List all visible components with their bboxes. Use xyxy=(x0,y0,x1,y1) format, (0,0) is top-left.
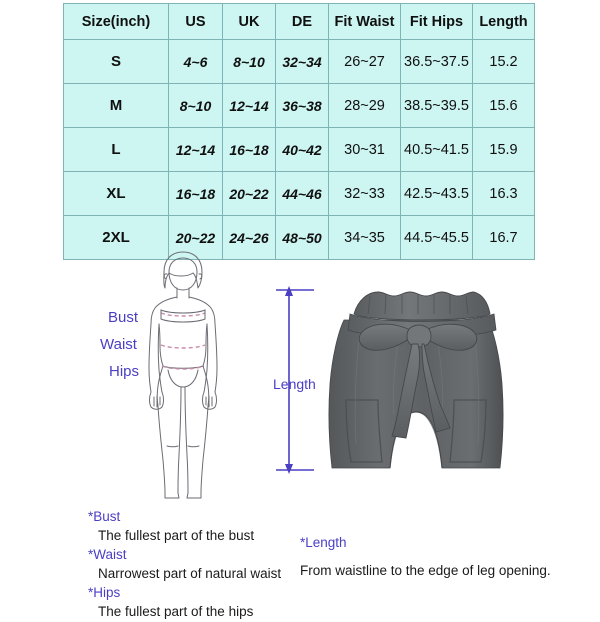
table-row xyxy=(64,40,535,84)
female-body-figure-icon xyxy=(123,250,243,500)
cell-length: 15.6 xyxy=(473,84,535,128)
cell-uk: 12~14 xyxy=(223,84,276,128)
column-header-fit-waist: Fit Waist xyxy=(329,4,401,40)
body-figure-panel xyxy=(95,250,260,500)
cell-de: 48~50 xyxy=(276,216,329,260)
cell-size: 2XL xyxy=(64,216,169,260)
cell-length: 16.7 xyxy=(473,216,535,260)
size-chart-table xyxy=(63,3,535,260)
table-row xyxy=(64,128,535,172)
cell-fit-hips: 44.5~45.5 xyxy=(401,216,473,260)
cell-fit-hips: 36.5~37.5 xyxy=(401,40,473,84)
cell-fit-waist: 26~27 xyxy=(329,40,401,84)
cell-de: 36~38 xyxy=(276,84,329,128)
cell-de: 32~34 xyxy=(276,40,329,84)
cell-uk: 16~18 xyxy=(223,128,276,172)
waist-measure-line xyxy=(161,345,205,348)
paperbag-shorts-image xyxy=(298,272,548,494)
figure-label-bust: Bust xyxy=(108,309,139,326)
cell-us: 12~14 xyxy=(169,128,223,172)
note-head-length: *Length xyxy=(300,535,347,550)
cell-size: S xyxy=(64,40,169,84)
cell-uk: 20~22 xyxy=(223,172,276,216)
cell-de: 44~46 xyxy=(276,172,329,216)
cell-fit-waist: 28~29 xyxy=(329,84,401,128)
measurement-notes-right xyxy=(300,534,590,581)
figure-label-hips: Hips xyxy=(109,363,140,380)
note-body-bust: The fullest part of the bust xyxy=(98,528,255,543)
note-head-bust: *Bust xyxy=(88,509,121,524)
cell-uk: 24~26 xyxy=(223,216,276,260)
cell-us: 4~6 xyxy=(169,40,223,84)
note-head-hips: *Hips xyxy=(88,585,121,600)
cell-size: L xyxy=(64,128,169,172)
table-row xyxy=(64,172,535,216)
note-body-hips: The fullest part of the hips xyxy=(98,604,254,619)
cell-fit-waist: 34~35 xyxy=(329,216,401,260)
cell-uk: 8~10 xyxy=(223,40,276,84)
column-header-de: DE xyxy=(276,4,329,40)
measurement-notes-left xyxy=(88,508,318,622)
table-row xyxy=(64,84,535,128)
column-header-size: Size(inch) xyxy=(64,4,169,40)
column-header-uk: UK xyxy=(223,4,276,40)
note-head-waist: *Waist xyxy=(88,547,127,562)
cell-de: 40~42 xyxy=(276,128,329,172)
cell-fit-hips: 40.5~41.5 xyxy=(401,128,473,172)
shorts-product-panel xyxy=(272,268,522,490)
cell-length: 15.9 xyxy=(473,128,535,172)
note-body-length: From waistline to the edge of leg opening. xyxy=(300,563,551,578)
cell-length: 16.3 xyxy=(473,172,535,216)
cell-fit-hips: 38.5~39.5 xyxy=(401,84,473,128)
cell-us: 16~18 xyxy=(169,172,223,216)
cell-fit-waist: 32~33 xyxy=(329,172,401,216)
cell-fit-hips: 42.5~43.5 xyxy=(401,172,473,216)
length-label: Length xyxy=(273,376,316,392)
cell-size: XL xyxy=(64,172,169,216)
cell-fit-waist: 30~31 xyxy=(329,128,401,172)
table-header-row xyxy=(64,4,535,40)
cell-size: M xyxy=(64,84,169,128)
column-header-length: Length xyxy=(473,4,535,40)
cell-us: 20~22 xyxy=(169,216,223,260)
column-header-fit-hips: Fit Hips xyxy=(401,4,473,40)
cell-us: 8~10 xyxy=(169,84,223,128)
figure-label-waist: Waist xyxy=(100,336,137,353)
column-header-us: US xyxy=(169,4,223,40)
note-body-waist: Narrowest part of natural waist xyxy=(98,566,282,581)
cell-length: 15.2 xyxy=(473,40,535,84)
